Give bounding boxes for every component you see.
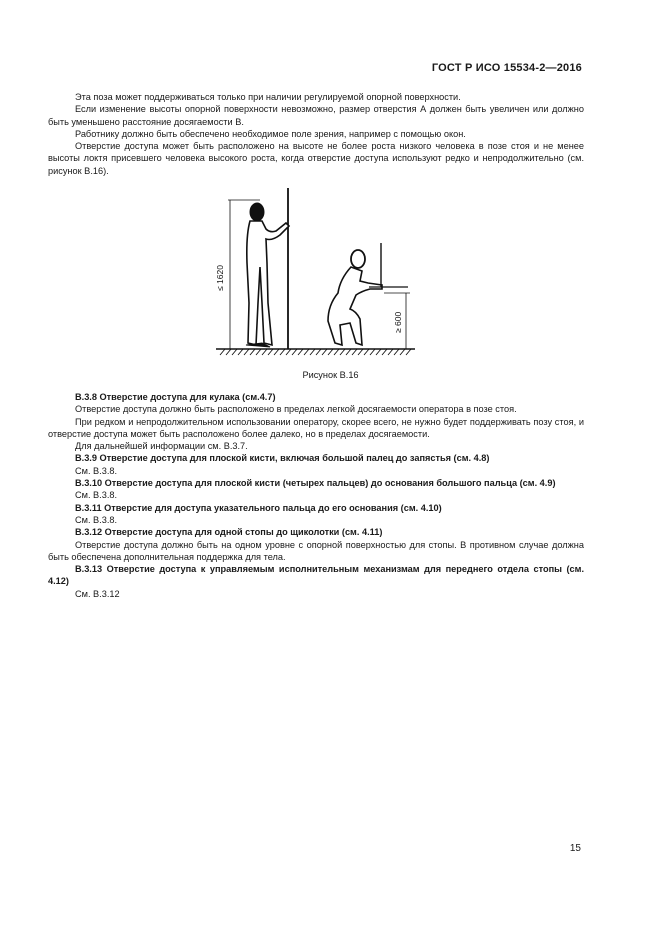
intro-paragraph: Работнику должно быть обеспечено необходимое поле зрения, например с помощью окон. <box>75 128 466 139</box>
section-paragraph: При редком и непродолжительном использовании оператору, скорее всего, не нужно будет поддерживать позу стоя, и отверстие доступа может быть расположено более далеко, но в пределах досягаемости. <box>48 416 584 439</box>
section-heading: В.3.13 Отверстие доступа к управляемым исполнительным механизмам для переднего отдела стопы (см. 4.12) <box>48 564 584 587</box>
section-paragraph: См. В.3.8. <box>75 514 118 525</box>
section-heading: В.3.12 Отверстие доступа для одной стопы до щиколотки (см. 4.11) <box>75 527 383 538</box>
figure-caption: Рисунок В.16 <box>302 370 359 380</box>
figure-b16 <box>210 183 420 358</box>
standing-height-label: ≤ 1620 <box>215 265 225 291</box>
intro-paragraph: Если изменение высоты опорной поверхности невозможно, размер отверстия А должен быть увеличен или должно быть уменьшено расстояние досягаемости B. <box>48 104 584 127</box>
section-heading: В.3.10 Отверстие доступа для плоской кисти (четырех пальцев) до основания большого пальца (см. 4.9) <box>75 478 556 489</box>
section-paragraph: Для дальнейшей информации см. В.3.7. <box>75 441 248 452</box>
posture-diagram <box>210 183 420 358</box>
page-number: 15 <box>569 843 581 854</box>
section-paragraph: См. В.3.8. <box>75 465 118 476</box>
section-paragraph: Отверстие доступа должно быть на одном уровне с опорной поверхностью для стопы. В противном случае должна быть обеспечена дополнительная поддержка для тела. <box>48 539 584 562</box>
intro-paragraph: Отверстие доступа может быть расположено на высоте не более роста низкого человека в позе стоя и не менее высоты локтя присевшего человека высокого роста, когда отверстие доступа используют редко и непродолжительно (см. рисунок В.16). <box>48 141 584 176</box>
section-heading: В.3.11 Отверстие для доступа указательного пальца до его основания (см. 4.10) <box>75 502 442 513</box>
section-paragraph: См. В.3.8. <box>75 490 118 501</box>
floor-hatching <box>220 349 411 355</box>
standing-person-silhouette <box>246 203 289 347</box>
section-heading: В.3.9 Отверстие доступа для плоской кисти, включая большой палец до запястья (см. 4.8) <box>75 453 490 464</box>
intro-text <box>48 91 584 177</box>
document-header: ГОСТ Р ИСО 15534-2—2016 <box>431 62 582 74</box>
intro-paragraph: Эта поза может поддерживаться только при наличии регулируемой опорной поверхности. <box>75 92 461 102</box>
section-paragraph: Отверстие доступа должно быть расположено в пределах легкой досягаемости оператора в позе стоя. <box>75 404 517 415</box>
sections-text <box>48 391 584 600</box>
section-paragraph: См. В.3.12 <box>75 588 120 599</box>
section-heading: В.3.8 Отверстие доступа для кулака (см.4.7) <box>75 392 276 402</box>
squat-height-label: ≥ 600 <box>393 311 403 333</box>
squatting-person-silhouette <box>328 250 382 345</box>
